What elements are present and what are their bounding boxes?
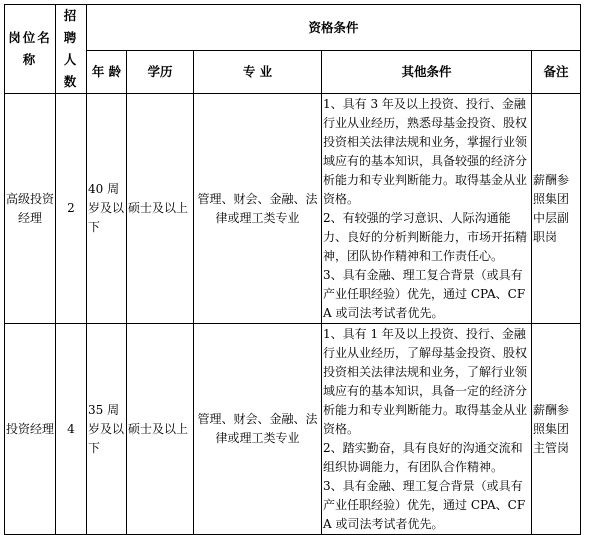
condition-item: 3、具有金融、理工复合背景（或具有产业任职经验）优先，通过 CPA、CFA 或司法考试者优先。 (323, 268, 526, 320)
conditions-cell (322, 324, 532, 535)
header-education: 学历 (127, 50, 194, 93)
headcount-cell: 4 (56, 324, 87, 535)
age-cell: 40 周岁及以下 (87, 94, 127, 324)
condition-item: 3、具有金融、理工复合背景（或具有产业任职经验）优先，通过 CPA、CFA 或司法考试者优先。 (323, 479, 526, 531)
header-remarks: 备注 (532, 50, 581, 93)
remarks-cell: 薪酬参照集团中层副职岗 (532, 94, 581, 324)
education-cell: 硕士及以上 (127, 94, 194, 324)
recruitment-table (4, 4, 581, 535)
recruitment-table-wrapper (4, 4, 581, 535)
table-row (5, 94, 581, 324)
header-qualifications: 资格条件 (87, 5, 581, 51)
header-age: 年 龄 (87, 50, 127, 93)
remarks-cell: 薪酬参照集团主管岗 (532, 324, 581, 535)
header-position: 岗位名称 (5, 5, 56, 94)
condition-item: 2、有较强的学习意识、人际沟通能力、良好的分析判断能力，市场开拓精神，团队协作精神和工作责任心。 (323, 211, 528, 263)
header-major: 专 业 (194, 50, 322, 93)
major-cell: 管理、财会、金融、法律或理工类专业 (194, 324, 322, 535)
age-cell: 35 周岁及以下 (87, 324, 127, 535)
major-cell: 管理、财会、金融、法律或理工类专业 (194, 94, 322, 324)
position-cell: 投资经理 (5, 324, 56, 535)
conditions-cell (322, 94, 532, 324)
condition-item: 2、踏实勤奋，具有良好的沟通交流和组织协调能力，有团队合作精神。 (323, 441, 523, 474)
header-row-top (5, 5, 581, 51)
header-row-sub (5, 50, 581, 93)
header-headcount: 招聘人数 (56, 5, 87, 94)
education-cell: 硕士及以上 (127, 324, 194, 535)
header-other-conditions: 其他条件 (322, 50, 532, 93)
condition-item: 1、具有 1 年及以上投资、投行、金融行业从业经历，了解母基金投资、股权投资相关法律法规和业务，了解行业领域应有的基本知识，具备一定的经济分析能力和专业判断能力。取得基金从业资格。 (323, 327, 528, 436)
table-row (5, 324, 581, 535)
condition-item: 1、具有 3 年及以上投资、投行、金融行业从业经历，熟悉母基金投资、股权投资相关法律法规和业务，掌握行业领域应有的基本知识，具备较强的经济分析能力和专业判断能力。取得基金从业资格。 (323, 97, 528, 206)
position-cell: 高级投资经理 (5, 94, 56, 324)
headcount-cell: 2 (56, 94, 87, 324)
